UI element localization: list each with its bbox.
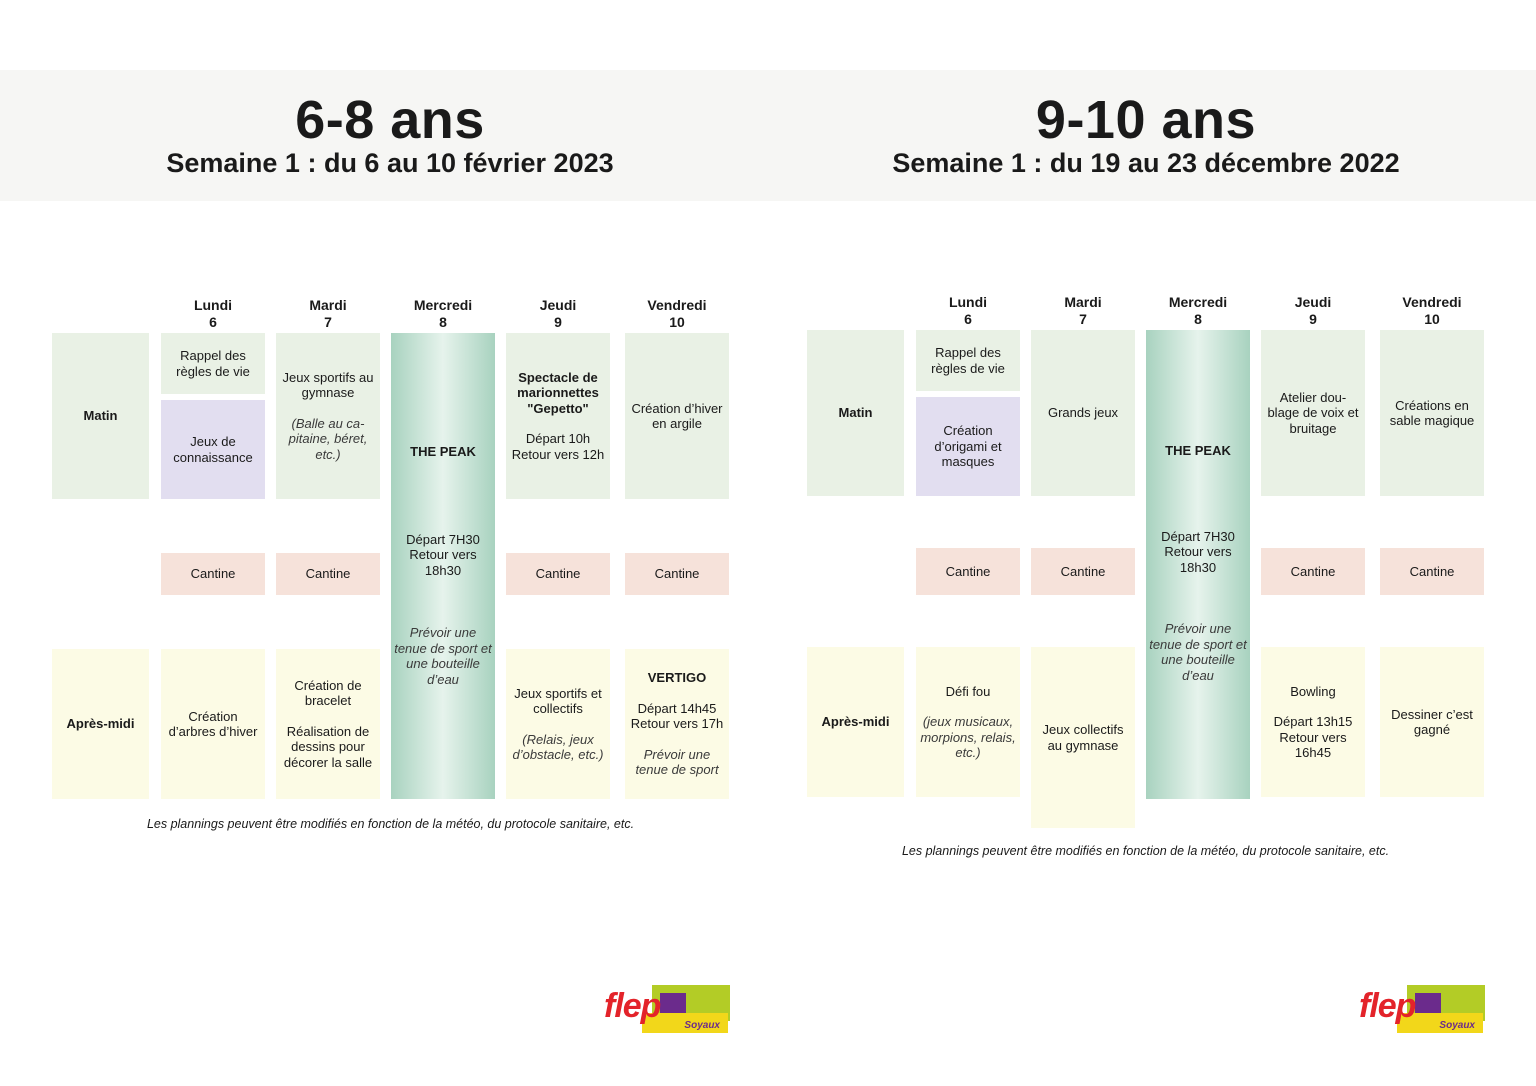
logo-city: Soyaux: [1439, 1020, 1475, 1031]
activity-note: Prévoir une tenue de sport et une bouteille d’eau: [1149, 621, 1247, 683]
day-header-jeudi: [1261, 294, 1365, 328]
activity-cell: Création d’origami et masques: [916, 397, 1020, 496]
cantine-cell: Cantine: [1261, 548, 1365, 595]
activity-cell: Grands jeux: [1031, 330, 1135, 496]
activity-cell: [506, 649, 610, 799]
day-number: 7: [324, 314, 332, 330]
day-name: Jeudi: [1294, 294, 1332, 310]
activity-cell: [916, 647, 1020, 797]
cantine-cell: Cantine: [1380, 548, 1484, 595]
day-number: 7: [1079, 311, 1087, 327]
activity-cell: Jeux de connaissance: [161, 400, 265, 499]
activity-text: Départ 10h Retour vers 12h: [511, 431, 605, 462]
day-name: Mardi: [1064, 294, 1102, 310]
day-number: 6: [964, 311, 972, 327]
day-number: 8: [439, 314, 447, 330]
flep-logo: [1359, 985, 1485, 1035]
cantine-cell: Cantine: [161, 553, 265, 595]
activity-note: (jeux musicaux, morpions, relais, etc.): [920, 714, 1016, 760]
day-header-lundi: [161, 297, 265, 331]
day-header-lundi: [916, 294, 1020, 328]
activity-note: Prévoir une tenue de sport: [635, 746, 719, 778]
day-name: Vendredi: [1402, 294, 1462, 310]
cantine-cell: Cantine: [1031, 548, 1135, 595]
activity-title: Bowling: [1290, 683, 1336, 699]
activity-title: THE PEAK: [410, 444, 476, 459]
week-subtitle: Semaine 1 : du 6 au 10 février 2023: [166, 148, 614, 178]
activity-cell: [276, 649, 380, 799]
activity-text: Jeux sportifs au gymnase: [282, 369, 374, 401]
day-number: 10: [1424, 311, 1440, 327]
logo-city: Soyaux: [684, 1020, 720, 1031]
activity-text: Départ 7H30 Retour vers 18h30: [406, 531, 480, 578]
header-right: [836, 92, 1456, 178]
cantine-cell: Cantine: [276, 553, 380, 595]
logo-wordmark: flep: [1359, 987, 1416, 1025]
header-left: [80, 92, 700, 178]
activity-text: Départ 7H30 Retour vers 18h30: [1161, 528, 1235, 575]
activity-text: Défi fou: [945, 683, 991, 699]
day-number: 9: [1309, 311, 1317, 327]
day-name: Mercredi: [413, 297, 473, 313]
activity-cell: [506, 333, 610, 499]
row-label-matin: Matin: [807, 330, 904, 496]
day-header-mardi: [276, 297, 380, 331]
cantine-cell: Cantine: [916, 548, 1020, 595]
day-header-vendredi: [625, 297, 729, 331]
activity-note: (Relais, jeux d’obstacle, etc.): [512, 731, 604, 762]
activity-cell: Rappel des règles de vie: [916, 330, 1020, 391]
footnote: Les plannings peuvent être modifiés en fonction de la météo, du protocole sanitaire, etc.: [901, 844, 1390, 858]
activity-cell: Création d’arbres d’hiver: [161, 649, 265, 799]
day-name: Mardi: [309, 297, 347, 313]
activity-cell: Dessiner c’est gagné: [1380, 647, 1484, 797]
day-name: Vendredi: [647, 297, 707, 313]
activity-cell: Créations en sable magique: [1380, 330, 1484, 496]
activity-text: Départ 13h15 Retour vers 16h45: [1273, 714, 1353, 760]
cantine-cell: Cantine: [625, 553, 729, 595]
logo-wordmark: flep: [604, 987, 661, 1025]
day-number: 9: [554, 314, 562, 330]
activity-text: Réalisation de dessins pour décorer la salle: [283, 723, 373, 770]
age-title: 6-8 ans: [295, 90, 485, 150]
activity-cell: [276, 333, 380, 499]
day-name: Lundi: [948, 294, 988, 310]
activity-note: (Balle au ca-pitaine, béret, etc.): [288, 415, 368, 462]
activity-cell-full-day: [391, 333, 495, 799]
day-name: Mercredi: [1168, 294, 1228, 310]
activity-cell: Jeux collectifs au gymnase: [1031, 647, 1135, 828]
day-header-mercredi: [391, 297, 495, 331]
activity-cell: [1261, 647, 1365, 797]
activity-cell: Rappel des règles de vie: [161, 333, 265, 394]
day-header-mercredi: [1146, 294, 1250, 328]
day-name: Lundi: [193, 297, 233, 313]
day-number: 10: [669, 314, 685, 330]
week-subtitle: Semaine 1 : du 19 au 23 décembre 2022: [892, 148, 1400, 178]
day-header-mardi: [1031, 294, 1135, 328]
flep-logo: [604, 985, 730, 1035]
day-name: Jeudi: [539, 297, 577, 313]
activity-title: Spectacle de marionnettes "Gepetto": [517, 369, 599, 416]
activity-text: Départ 14h45 Retour vers 17h: [630, 700, 724, 732]
activity-cell: [625, 649, 729, 799]
activity-text: Création de bracelet: [294, 677, 362, 709]
activity-title: VERTIGO: [647, 670, 707, 686]
activity-note: Prévoir une tenue de sport et une bouteille d’eau: [394, 625, 492, 687]
footnote: Les plannings peuvent être modifiés en fonction de la météo, du protocole sanitaire, etc.: [146, 817, 635, 831]
row-label-matin: Matin: [52, 333, 149, 499]
day-number: 6: [209, 314, 217, 330]
activity-cell-full-day: [1146, 330, 1250, 799]
activity-title: THE PEAK: [1165, 443, 1231, 458]
cantine-cell: Cantine: [506, 553, 610, 595]
row-label-apres-midi: Après-midi: [807, 647, 904, 797]
day-header-jeudi: [506, 297, 610, 331]
activity-cell: Atelier dou-blage de voix et bruitage: [1261, 330, 1365, 496]
day-number: 8: [1194, 311, 1202, 327]
activity-text: Jeux sportifs et collectifs: [514, 685, 602, 716]
row-label-apres-midi: Après-midi: [52, 649, 149, 799]
day-header-vendredi: [1380, 294, 1484, 328]
activity-cell: Création d’hiver en argile: [625, 333, 729, 499]
age-title: 9-10 ans: [1035, 90, 1257, 150]
